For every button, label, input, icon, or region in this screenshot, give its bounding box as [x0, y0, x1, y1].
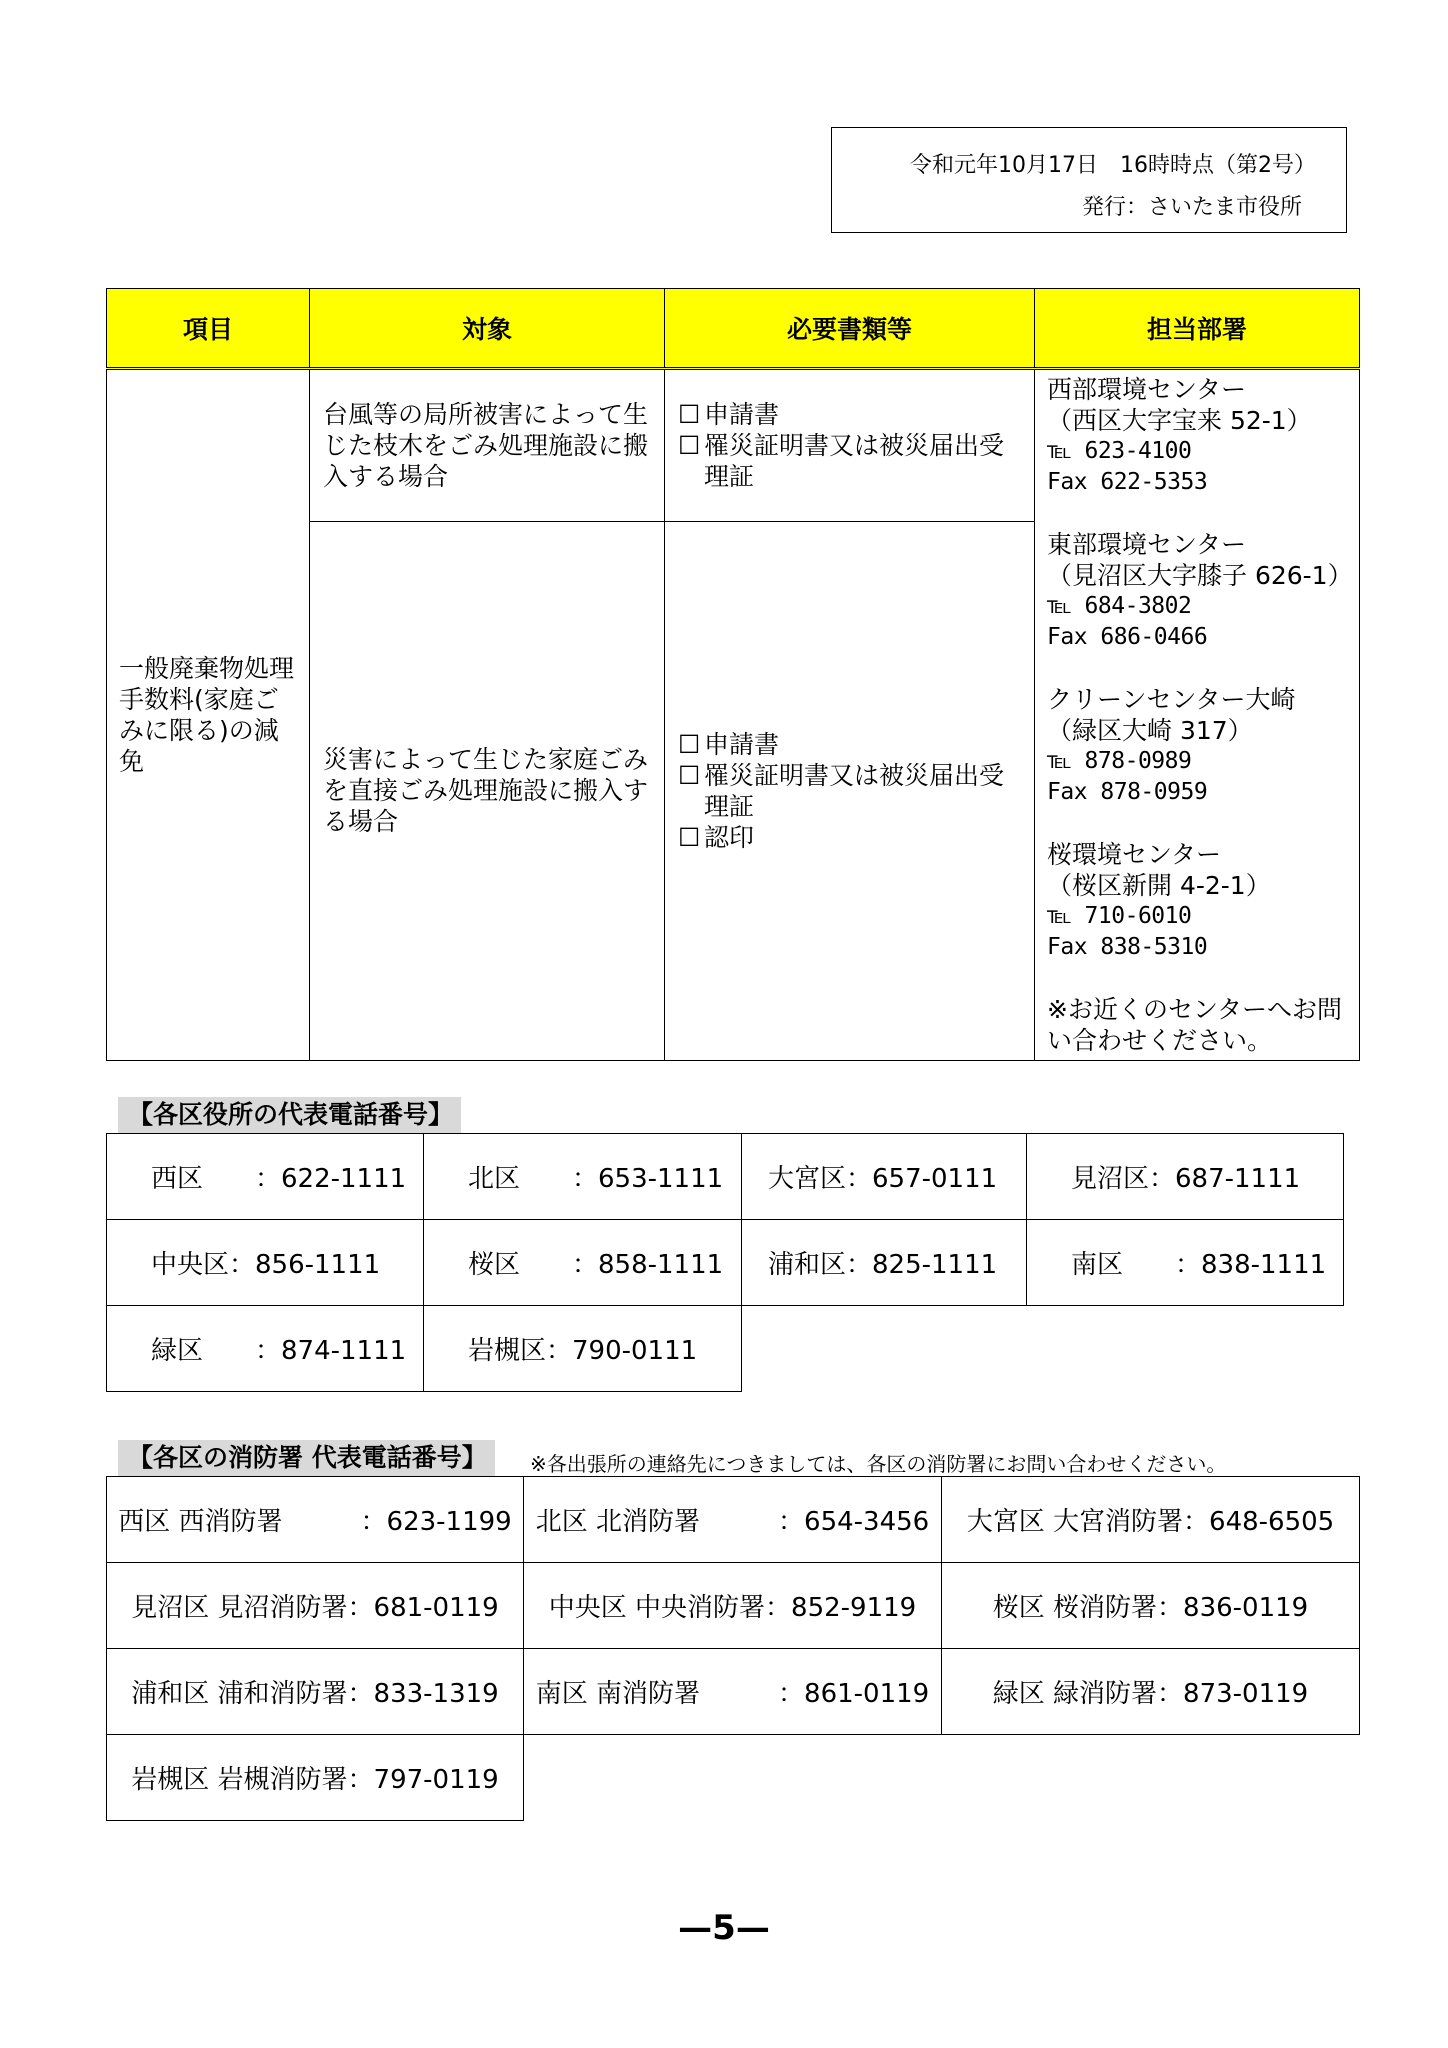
- header-department: 担当部署: [1035, 289, 1360, 369]
- fire-stations-title: 【各区の消防署 代表電話番号】: [118, 1440, 495, 1476]
- issue-info-box: [831, 127, 1347, 233]
- center-block: [1047, 374, 1353, 498]
- document-label: 罹災証明書又は被災届出受理証: [704, 430, 1005, 491]
- ward-phone-cell: 浦和区：825-1111: [742, 1220, 1027, 1306]
- ward-phone-cell: 岩槻区：790-0111: [424, 1306, 742, 1392]
- center-tel: ℡ 684-3802: [1047, 593, 1192, 619]
- center-name: 東部環境センター: [1047, 530, 1247, 559]
- header-item: 項目: [107, 289, 310, 369]
- target-cell: 災害によって生じた家庭ごみを直接ごみ処理施設に搬入する場合: [310, 521, 665, 1060]
- document-item: [678, 760, 1024, 822]
- fire-station-cell: 見沼区 見沼消防署：681-0119: [107, 1563, 524, 1649]
- header-documents: 必要書類等: [665, 289, 1035, 369]
- header-target: 対象: [310, 289, 665, 369]
- center-address: （緑区大崎 317）: [1047, 716, 1253, 745]
- table-row: [107, 1649, 1360, 1735]
- center-address: （西区大字宝来 52-1）: [1047, 406, 1312, 435]
- document-item: [678, 729, 1024, 760]
- center-address: （見沼区大字膝子 626-1）: [1047, 561, 1353, 590]
- fire-station-cell: 大宮区 大宮消防署：648-6505: [942, 1477, 1360, 1563]
- table-row: [107, 1220, 1344, 1306]
- documents-cell: [665, 369, 1035, 522]
- issuer: 発行：さいたま市役所: [1081, 195, 1302, 220]
- checkbox-icon: ☐: [678, 729, 701, 759]
- center-block: [1047, 529, 1353, 653]
- issue-date: 令和元年10月17日 16時時点（第2号）: [910, 153, 1316, 178]
- ward-phone-cell: 中央区：856-1111: [107, 1220, 424, 1306]
- ward-phone-cell: 桜区 ：858-1111: [424, 1220, 742, 1306]
- ward-offices-title: 【各区役所の代表電話番号】: [118, 1097, 461, 1133]
- ward-phone-cell: 大宮区：657-0111: [742, 1134, 1027, 1220]
- table-header-row: [107, 289, 1360, 369]
- center-block: [1047, 839, 1353, 963]
- empty-cell: [742, 1306, 1027, 1392]
- ward-phone-cell: 緑区 ：874-1111: [107, 1306, 424, 1392]
- fire-station-cell: 西区 西消防署 ：623-1199: [107, 1477, 524, 1563]
- ward-phone-cell: 南区 ：838-1111: [1027, 1220, 1344, 1306]
- center-name: クリーンセンター大崎: [1047, 685, 1296, 714]
- checkbox-icon: ☐: [678, 760, 701, 790]
- table-row: [107, 1563, 1360, 1649]
- ward-phone-cell: 西区 ：622-1111: [107, 1134, 424, 1220]
- center-name: 西部環境センター: [1047, 375, 1247, 404]
- fire-station-cell: 中央区 中央消防署：852-9119: [524, 1563, 942, 1649]
- fee-reduction-table: [106, 288, 1360, 1061]
- document-label: 認印: [704, 822, 755, 852]
- fire-stations-note: ※各出張所の連絡先につきましては、各区の消防署にお問い合わせください。: [530, 1452, 1227, 1476]
- table-row: [107, 369, 1360, 522]
- documents-cell: [665, 521, 1035, 1060]
- ward-phone-cell: 北区 ：653-1111: [424, 1134, 742, 1220]
- table-row: [107, 1477, 1360, 1563]
- ward-phone-cell: 見沼区：687-1111: [1027, 1134, 1344, 1220]
- center-tel: ℡ 710-6010: [1047, 903, 1192, 929]
- document-label: 申請書: [704, 399, 780, 429]
- empty-cell: [1027, 1306, 1344, 1392]
- table-row: [107, 1735, 1360, 1821]
- empty-cell: [942, 1735, 1360, 1821]
- item-cell: 一般廃棄物処理手数料(家庭ごみに限る)の減免: [107, 369, 310, 1061]
- center-address: （桜区新開 4-2-1）: [1047, 871, 1271, 900]
- department-cell: [1035, 369, 1360, 1061]
- checkbox-icon: ☐: [678, 430, 701, 460]
- center-block: [1047, 684, 1353, 808]
- fire-station-cell: 緑区 緑消防署：873-0119: [942, 1649, 1360, 1735]
- checkbox-icon: ☐: [678, 822, 701, 852]
- document-item: [678, 399, 1024, 430]
- page-number: —5—: [678, 1908, 770, 1948]
- fire-station-cell: 桜区 桜消防署：836-0119: [942, 1563, 1360, 1649]
- center-fax: Fax 878-0959: [1047, 779, 1208, 805]
- center-fax: Fax 686-0466: [1047, 624, 1208, 650]
- document-label: 罹災証明書又は被災届出受理証: [704, 760, 1005, 821]
- fire-station-cell: 浦和区 浦和消防署：833-1319: [107, 1649, 524, 1735]
- fire-station-cell: 南区 南消防署 ：861-0119: [524, 1649, 942, 1735]
- table-row: [107, 1134, 1344, 1220]
- center-fax: Fax 622-5353: [1047, 469, 1208, 495]
- table-row: [107, 1306, 1344, 1392]
- empty-cell: [524, 1735, 942, 1821]
- contact-note: ※お近くのセンターへお問い合わせください。: [1047, 995, 1342, 1055]
- fire-stations-table: [106, 1476, 1360, 1821]
- center-tel: ℡ 623-4100: [1047, 438, 1192, 464]
- document-label: 申請書: [704, 729, 780, 759]
- center-fax: Fax 838-5310: [1047, 934, 1208, 960]
- ward-offices-table: [106, 1133, 1344, 1392]
- target-cell: 台風等の局所被害によって生じた枝木をごみ処理施設に搬入する場合: [310, 369, 665, 522]
- center-tel: ℡ 878-0989: [1047, 748, 1192, 774]
- fire-station-cell: 岩槻区 岩槻消防署：797-0119: [107, 1735, 524, 1821]
- document-item: [678, 430, 1024, 492]
- fire-station-cell: 北区 北消防署 ：654-3456: [524, 1477, 942, 1563]
- document-item: [678, 822, 1024, 853]
- checkbox-icon: ☐: [678, 399, 701, 429]
- center-name: 桜環境センター: [1047, 840, 1222, 869]
